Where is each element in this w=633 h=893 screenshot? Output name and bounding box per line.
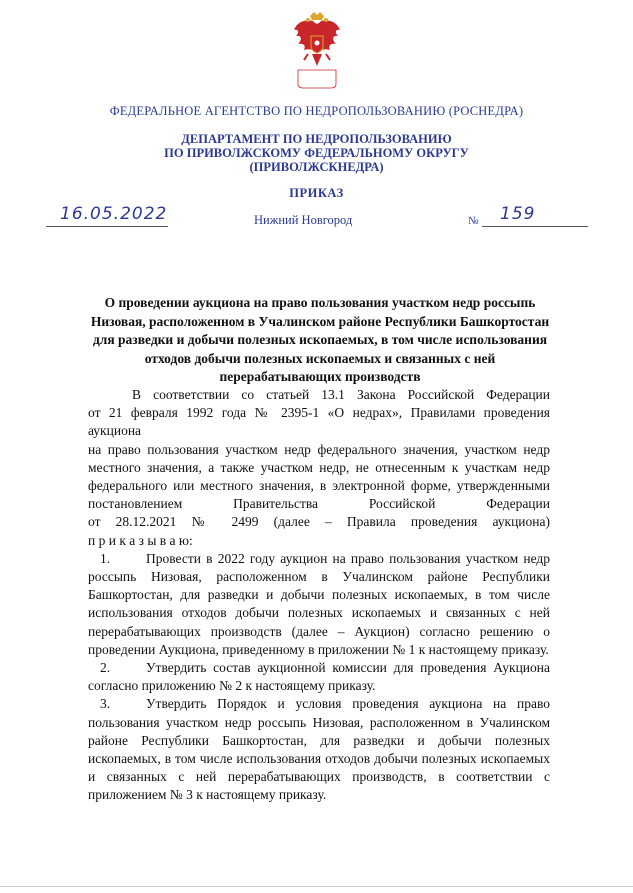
preamble-line: местного значения, а также участком недр, не отнесенным к участкам недр bbox=[88, 459, 550, 475]
preamble-line: федерального или местного значения, в электронной форме, утвержденными bbox=[88, 478, 550, 494]
number-underline bbox=[482, 226, 588, 227]
coat-of-arms-icon bbox=[290, 10, 344, 90]
order-number: 159 bbox=[500, 204, 536, 224]
preamble-line: В соответствии со статьей 13.1 Закона Российской Федерации bbox=[132, 387, 550, 402]
preamble-line: постановлением Правительства Российской Федерации bbox=[88, 496, 550, 512]
order-item bbox=[88, 659, 550, 695]
agency-name: ФЕДЕРАЛЬНОЕ АГЕНТСТВО ПО НЕДРОПОЛЬЗОВАНИЮ (РОСНЕДРА) bbox=[109, 104, 524, 118]
order-body bbox=[88, 386, 550, 805]
preamble-line: на право пользования участком недр федерального значения, участком недр bbox=[88, 441, 550, 457]
preamble-line: от 21 февраля 1992 года № 2395-1 «О недрах», Правилами проведения аукциона bbox=[88, 405, 550, 439]
date-underline bbox=[46, 226, 168, 227]
order-number-label: № bbox=[468, 215, 479, 227]
order-item bbox=[88, 550, 550, 659]
document-type: ПРИКАЗ bbox=[289, 186, 344, 200]
decree-word bbox=[88, 532, 550, 550]
item-text: Утвердить Порядок и условия проведения аукциона на право пользования участком недр россыпь Низовая, расположенном в Учалинском районе Республики Башкортостан, для разведки и добычи полезных ископаемых, в том числе использования отходов добычи полезных ископаемых и связанных с ней перерабатывающих производств, в соответствии с приложением № 3 к настоящему приказу. bbox=[88, 696, 550, 803]
order-item bbox=[88, 695, 550, 804]
decree-text: п р и к а з ы в а ю: bbox=[88, 532, 193, 548]
department-line-1: ДЕПАРТАМЕНТ ПО НЕДРОПОЛЬЗОВАНИЮ bbox=[181, 132, 452, 146]
item-text: Утвердить состав аукционной комиссии для проведения Аукциона согласно приложению № 2 к настоящему приказу. bbox=[88, 660, 550, 694]
order-subject: О проведении аукциона на право пользования участком недр россыпь Низовая, расположенном в Учалинском районе Республики Башкортостан для разведки и добычи полезных ископаемых, в том числе использования отходов добычи полезных ископаемых и связанных с ней перерабатывающих производств bbox=[90, 295, 550, 384]
department-line-3: (ПРИВОЛЖСКНЕДРА) bbox=[249, 160, 384, 174]
preamble-line: от 28.12.2021 № 2499 (далее – Правила проведения аукциона) bbox=[88, 514, 550, 530]
item-text: Провести в 2022 году аукцион на право пользования участком недр россыпь Низовая, расположенном в Учалинском районе Республики Башкортостан, для разведки и добычи полезных ископаемых, в том числе использования отходов добычи полезных ископаемых и связанных с ней перерабатывающих производств (далее – Аукцион) согласно решению о проведении Аукциона, приведенному в приложении № 1 к настоящему приказу. bbox=[88, 550, 550, 657]
order-date: 16.05.2022 bbox=[60, 204, 168, 224]
item-number: 2. bbox=[100, 660, 111, 676]
item-number: 1. bbox=[100, 550, 111, 566]
order-city: Нижний Новгород bbox=[254, 213, 353, 227]
department-name bbox=[0, 132, 633, 174]
page-bottom-edge bbox=[0, 886, 633, 887]
item-number: 3. bbox=[100, 696, 111, 712]
department-line-2: ПО ПРИВОЛЖСКОМУ ФЕДЕРАЛЬНОМУ ОКРУГУ bbox=[164, 146, 469, 160]
